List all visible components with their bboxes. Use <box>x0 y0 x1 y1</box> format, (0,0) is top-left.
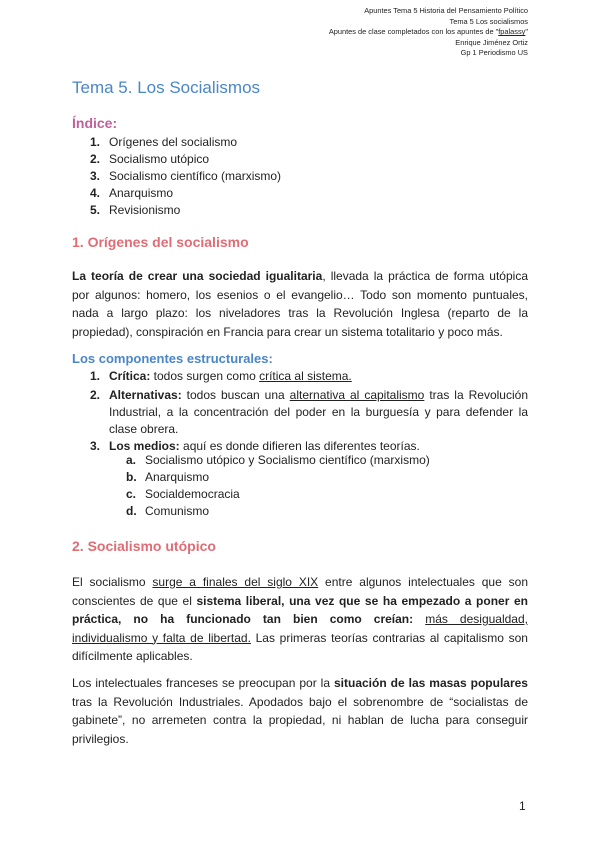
p1-text-a: El socialismo <box>72 575 153 589</box>
p2-text-a: Los intelectuales franceses se preocupan por la <box>72 676 334 690</box>
index-item-label: Orígenes del socialismo <box>109 135 238 149</box>
theories-list <box>126 452 430 520</box>
header-line-1: Apuntes Tema 5 Historia del Pensamiento Político <box>364 6 528 15</box>
index-item <box>90 185 281 202</box>
theory-letter: b. <box>126 470 137 484</box>
p1-underlined-2: más desigualdad, individualismo y falta de libertad. <box>72 612 528 645</box>
component-label: Alternativas: <box>109 388 182 402</box>
index-item-number: 3. <box>90 169 101 183</box>
component-text <box>109 368 528 385</box>
component-label: Los medios: <box>109 439 180 453</box>
p1-text-d: Las primeras teorías contrarias al capitalismo son difícilmente aplicables. <box>72 630 528 663</box>
index-item-number: 1. <box>90 135 101 149</box>
header-line-3 <box>329 27 528 38</box>
p1-underlined-1: surge a finales del siglo XIX <box>152 575 319 589</box>
section-1-heading: 1. Orígenes del socialismo <box>72 234 249 250</box>
index-item <box>90 202 281 219</box>
index-item-label: Anarquismo <box>109 186 174 200</box>
index-list <box>90 134 281 219</box>
components-heading: Los componentes estructurales: <box>72 351 273 366</box>
index-item <box>90 168 281 185</box>
header-group: Gp 1 Periodismo US <box>460 48 528 58</box>
theory-item <box>126 486 430 503</box>
index-item <box>90 134 281 151</box>
index-item-label: Socialismo científico (marxismo) <box>109 169 282 183</box>
index-item-label: Revisionismo <box>109 203 181 217</box>
header-author: Enrique Jiménez Ortiz <box>455 37 528 47</box>
index-item-number: 4. <box>90 186 101 200</box>
section-2-paragraph-1 <box>72 573 528 666</box>
component-pre: todos surgen como <box>150 369 260 383</box>
index-item-label: Socialismo utópico <box>109 152 210 166</box>
header-source-link[interactable]: fpalassy <box>498 27 526 37</box>
component-number: 3. <box>90 439 101 453</box>
document-title: Tema 5. Los Socialismos <box>72 78 261 97</box>
p2-bold: situación de las masas populares <box>334 676 528 690</box>
component-number: 2. <box>90 388 101 402</box>
section-2-heading: 2. Socialismo utópico <box>72 538 216 554</box>
theory-letter: d. <box>126 504 137 518</box>
theory-label: Anarquismo <box>145 470 210 484</box>
theory-letter: a. <box>126 453 137 467</box>
section-2-paragraph-2 <box>72 674 528 748</box>
theory-label: Socialismo utópico y Socialismo científico (marxismo) <box>145 453 430 467</box>
component-pre: aquí es donde difieren las diferentes teorías. <box>179 439 420 453</box>
index-item <box>90 151 281 168</box>
index-item-number: 2. <box>90 152 101 166</box>
component-item <box>90 387 528 438</box>
p2-text-b: tras la Revolución Industriales. Apodados bajo el sobrenombre de “socialistas de gabinete”, no arremeten contra la propiedad, ni hablan de lucha para conseguir privilegios. <box>72 694 528 746</box>
header-line-3-prefix: Apuntes de clase completados con los apuntes de " <box>328 27 499 37</box>
component-pre: todos buscan una <box>181 388 290 402</box>
page-header <box>329 6 528 59</box>
section-1-bold-phrase: La teoría de crear una sociedad igualitaria <box>72 269 323 283</box>
p1-text-b: entre algunos intelectuales que son conscientes de que el <box>72 575 528 608</box>
p1-text-c <box>413 612 425 626</box>
theory-item <box>126 503 430 520</box>
components-list <box>90 368 528 455</box>
theory-item <box>126 452 430 469</box>
page-number: 1 <box>519 799 526 813</box>
theory-letter: c. <box>126 487 137 501</box>
component-underlined: crítica al sistema. <box>259 369 352 383</box>
component-number: 1. <box>90 369 101 383</box>
theory-item <box>126 469 430 486</box>
component-label: Crítica: <box>109 369 151 383</box>
theory-label: Socialdemocracia <box>145 487 240 501</box>
component-post: tras la Revolución Industrial, a la concentración del poder en la burguesía y para defender la clase obrera. <box>109 388 528 436</box>
theory-label: Comunismo <box>145 504 210 518</box>
component-item <box>90 368 528 385</box>
header-line-3-suffix: " <box>525 27 528 37</box>
index-heading: Índice: <box>72 115 118 131</box>
component-text <box>109 387 528 438</box>
section-1-paragraph <box>72 267 528 341</box>
section-1-text: , llevada la práctica de forma utópica por algunos: homero, los esenios o el evangelio… Todo son momento puntuales, nada a largo plazo: los niveladores tras la Revolución Inglesa (reparto de la propiedad), conspiración en Francia para crear un sistema totalitario y poco más. <box>72 269 528 339</box>
index-item-number: 5. <box>90 203 101 217</box>
p1-bold: sistema liberal, una vez que se ha empezado a poner en práctica, no ha funcionado tan bien como creían: <box>72 593 528 626</box>
header-line-2: Tema 5 Los socialismos <box>449 16 528 26</box>
component-underlined: alternativa al capitalismo <box>289 388 425 402</box>
